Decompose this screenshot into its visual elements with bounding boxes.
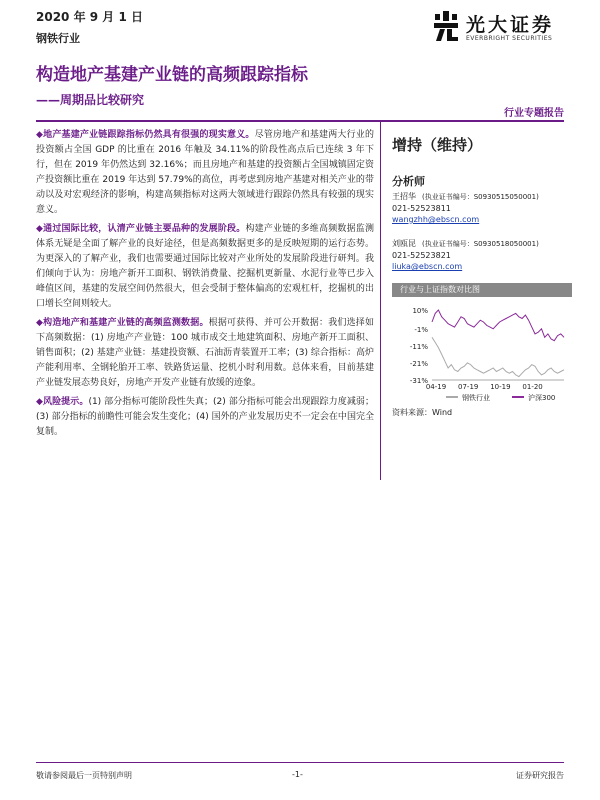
- analyst-phone: 021-52523811: [392, 204, 451, 213]
- y-tick-label: -1%: [414, 325, 428, 334]
- legend-label-hs300: 沪深300: [528, 394, 556, 402]
- x-tick-label: 10-19: [490, 383, 511, 391]
- paragraph-highlight: 风险提示。: [43, 397, 89, 407]
- analyst-email-link[interactable]: wangzhh@ebscn.com: [392, 215, 480, 224]
- analyst-name-row: [392, 192, 539, 202]
- chart-title: 行业与上证指数对比图: [392, 283, 572, 297]
- report-date: 2020 年 9 月 1 日: [36, 10, 143, 24]
- investment-rating: 增持（维持）: [392, 136, 483, 154]
- page-number: -1-: [292, 770, 303, 779]
- analyst-phone: 021-52523821: [392, 251, 451, 260]
- industry-label: 钢铁行业: [36, 32, 80, 45]
- y-tick-label: -31%: [409, 377, 428, 385]
- chart-source: 资料来源：Wind: [392, 408, 453, 417]
- company-logo: [428, 8, 568, 48]
- header-divider: [36, 120, 564, 122]
- summary-paragraph: [36, 222, 374, 312]
- analyst-name-row: [392, 239, 539, 249]
- footer-disclaimer: 敬请参阅最后一页特别声明: [36, 771, 132, 780]
- bullet-icon: ◆: [36, 397, 44, 407]
- analyst-email-row: [392, 215, 479, 225]
- analyst-license: (执业证书编号：S0930518050001): [422, 240, 539, 248]
- analyst-email-link[interactable]: liuka@ebscn.com: [392, 262, 463, 271]
- series-line-hs300: [432, 310, 564, 341]
- logo-english-name: EVERBRIGHT SECURITIES: [466, 35, 553, 42]
- paragraph-highlight: 构造地产和基建产业链的高频监测数据。: [43, 318, 209, 328]
- y-tick-label: 10%: [412, 307, 428, 315]
- analyst-heading: 分析师: [392, 175, 425, 188]
- footer-divider: [36, 762, 564, 763]
- legend-label-steel: 钢铁行业: [462, 394, 490, 402]
- summary-paragraph: [36, 316, 374, 391]
- bullet-icon: ◆: [36, 130, 44, 140]
- x-tick-label: 01-20: [522, 383, 543, 391]
- industry-vs-index-chart: [392, 300, 572, 410]
- analyst-license: (执业证书编号：S0930515050001): [422, 193, 539, 201]
- summary-paragraph: [36, 128, 374, 218]
- y-tick-label: -21%: [409, 359, 428, 368]
- paragraph-text: 尽管房地产和基建两大行业的投资额占全国 GDP 的比重在 2016 年触及 34.11%的阶段性高点后已连续 3 年下行，但在 2019 年仍然达到 32.16%；而且房地产和基建的投资额占全国城镇固定资产投资额比重在 2019 年达到 57.79%的高位，再考虑到房地产基建对相关产业的带动以及对宏观经济的影响，构建高频指标对这两大领域进行跟踪仍然具有较强的现实意义。: [36, 130, 374, 215]
- bullet-icon: ◆: [36, 318, 44, 328]
- series-line-steel: [432, 337, 564, 376]
- paragraph-text: 根据可获得、并可公开数据：我们选择如下高频数据：(1) 房地产产业链：100 城市成交土地建筑面积、房地产新开工面积、销售面积；(2) 基建产业链：基建投资额、石油沥青装置开工率；(3) 综合指标：高炉产能利用率、全钢轮胎开工率、铁路货运量、挖机小时利用数。总体来看，目前基建产业链发展态势良好，房地产开发产业链有放缓的迹象。: [36, 318, 374, 388]
- logo-mark-icon: [432, 10, 460, 42]
- report-title: 构造地产基建产业链的高频跟踪指标: [36, 65, 308, 85]
- logo-chinese-name: 光大证券: [466, 14, 555, 36]
- analyst-name: 刘瓯昆: [392, 239, 416, 248]
- paragraph-text: 构建产业链的多维高频数据监测体系无疑是全面了解产业的良好途径，但是高频数据更多的是反映短期的运行态势。为更深入的了解产业，我们也需要通过国际比较对产业所处的发展阶段进行研判。我们倾向于认为：房地产新开工面积、钢铁消费量、挖掘机更新量、水泥行业等已步入峰值区间，基建的发展空间仍然很大，但会受制于整体偏高的宏观杠杆，挖掘机的出口增长空间则较大。: [36, 224, 374, 309]
- footer-report-label: 证券研究报告: [516, 771, 564, 780]
- x-tick-label: 04-19: [425, 383, 447, 391]
- report-subtitle: ——周期品比较研究: [36, 93, 145, 107]
- x-tick-label: 07-19: [458, 383, 479, 391]
- analyst-name: 王招华: [392, 192, 416, 201]
- summary-paragraph: [36, 395, 374, 440]
- y-tick-label: -11%: [409, 342, 428, 351]
- paragraph-text: (1) 部分指标可能阶段性失真；(2) 部分指标可能会出现跟踪力度减弱；(3) 部分指标的前瞻性可能会发生变化；(4) 国外的产业发展历史不一定会在中国完全复制。: [36, 397, 374, 437]
- bullet-icon: ◆: [36, 224, 44, 234]
- paragraph-highlight: 通过国际比较，认清产业链主要品种的发展阶段。: [43, 224, 246, 234]
- report-type: 行业专题报告: [504, 108, 564, 119]
- paragraph-highlight: 地产基建产业链跟踪指标仍然具有很强的现实意义。: [43, 130, 255, 140]
- analyst-email-row: [392, 262, 462, 272]
- summary-body: [36, 128, 374, 444]
- column-divider: [380, 122, 381, 480]
